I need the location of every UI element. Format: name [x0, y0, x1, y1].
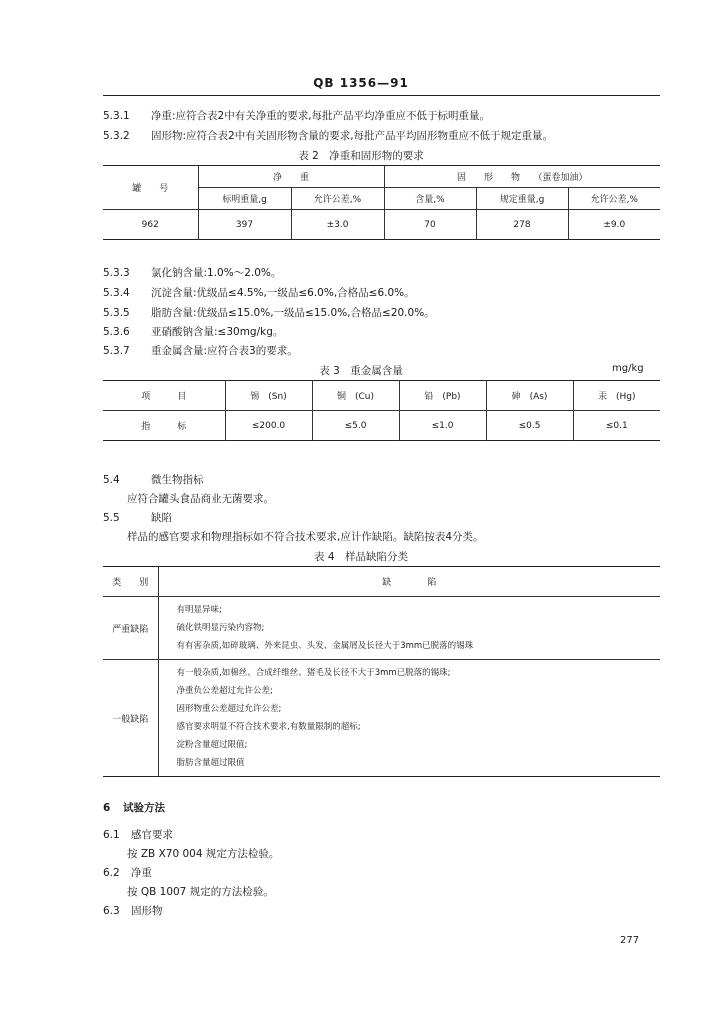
table2-sub-header: 含量,% — [384, 188, 476, 210]
table2-sub-header: 标明重量,g — [198, 188, 291, 210]
clause-number: 5.3.4 — [103, 287, 130, 299]
header-rule — [103, 95, 660, 96]
table3-cell: ≤200.0 — [225, 411, 312, 441]
section-5-5-body: 样品的感官要求和物理指标如不符合技术要求,应计作缺陷。缺陷按表4分类。 — [127, 531, 484, 543]
section-5-4-body: 应符合罐头食品商业无菌要求。 — [127, 493, 274, 505]
section-5-5-heading — [103, 510, 172, 525]
clause-5-3-2 — [103, 128, 553, 143]
table3-title: 表 3 重金属含量 — [319, 365, 403, 377]
table3-heavy-metals — [103, 380, 660, 441]
table2-cell: 70 — [384, 210, 476, 240]
table4-defect-classification — [103, 566, 660, 777]
clause-5-3-4 — [103, 285, 415, 300]
table3-header: 锡 (Sn) — [225, 381, 312, 411]
table3-header: 砷 (As) — [486, 381, 573, 411]
clause-text: 净重:应符合表2中有关净重的要求,每批产品平均净重应不低于标明重量。 — [151, 110, 491, 122]
clause-5-3-1 — [103, 108, 490, 123]
table3-cell: 指 标 — [103, 411, 225, 441]
section-title: 净重 — [131, 867, 152, 879]
table2-title: 表 2 净重和固形物的要求 — [298, 150, 424, 162]
list-item: 硫化铁明显污染内容物; — [176, 623, 265, 633]
clause-number: 5.3.1 — [103, 110, 130, 122]
clause-text: 沉淀含量:优级品≤4.5%,一级品≤6.0%,合格品≤6.0%。 — [151, 287, 415, 299]
section-title: 微生物指标 — [151, 474, 204, 486]
list-item: 脂肪含量超过限值 — [176, 758, 245, 768]
clause-number: 5.3.7 — [103, 345, 130, 357]
section-number: 5.5 — [103, 512, 120, 524]
list-item: 固形物重公差超过允许公差; — [176, 704, 282, 714]
section-6-2-body: 按 QB 1007 规定的方法检验。 — [127, 886, 274, 898]
list-item: 淀粉含量超过限值; — [176, 740, 248, 750]
clause-5-3-6 — [103, 324, 283, 339]
section-6-heading — [103, 800, 165, 815]
table3-header: 项 目 — [103, 381, 225, 411]
table3-header: 铜 (Cu) — [312, 381, 399, 411]
section-title: 试验方法 — [123, 802, 165, 814]
table2-sub-header: 允许公差,% — [291, 188, 384, 210]
section-number: 6.1 — [103, 829, 120, 841]
table4-severe-label: 严重缺陷 — [103, 597, 158, 660]
table4-severe-list — [158, 597, 660, 660]
clause-text: 脂肪含量:优级品≤15.0%,一级品≤15.0%,合格品≤20.0%。 — [151, 307, 435, 319]
table4-header-defect: 缺 陷 — [158, 567, 660, 597]
section-number: 5.4 — [103, 474, 120, 486]
table2-cell: ±3.0 — [291, 210, 384, 240]
section-number: 6.3 — [103, 905, 120, 917]
table3-cell: ≤5.0 — [312, 411, 399, 441]
table4-header-category: 类 别 — [103, 567, 158, 597]
clause-text: 氯化钠含量:1.0%～2.0%。 — [151, 267, 282, 279]
section-number: 6.2 — [103, 867, 120, 879]
clause-number: 5.3.5 — [103, 307, 130, 319]
section-5-4-heading — [103, 472, 204, 487]
clause-number: 5.3.2 — [103, 130, 130, 142]
table2-cell: 397 — [198, 210, 291, 240]
clause-5-3-7 — [103, 343, 298, 358]
table3-header: 汞 (Hg) — [573, 381, 660, 411]
clause-number: 5.3.6 — [103, 326, 130, 338]
table3-cell: ≤1.0 — [399, 411, 486, 441]
section-6-3-heading — [103, 903, 163, 918]
section-title: 固形物 — [131, 905, 163, 917]
clause-number: 5.3.3 — [103, 267, 130, 279]
table3-header: 铅 (Pb) — [399, 381, 486, 411]
section-title: 感官要求 — [131, 829, 173, 841]
clause-text: 固形物:应符合表2中有关固形物含量的要求,每批产品平均固形物重应不低于规定重量。 — [151, 130, 554, 142]
table2-group-net: 净 重 — [198, 166, 384, 188]
section-6-1-heading — [103, 827, 173, 842]
table2-cell: 278 — [476, 210, 568, 240]
table2-cell: ±9.0 — [568, 210, 660, 240]
clause-text: 亚硝酸钠含量:≤30mg/kg。 — [151, 326, 284, 338]
table2-sub-header: 规定重量,g — [476, 188, 568, 210]
table2-net-weight-solids — [103, 165, 660, 240]
clause-5-3-3 — [103, 265, 281, 280]
section-number: 6 — [103, 802, 111, 814]
table4-title: 表 4 样品缺陷分类 — [313, 551, 409, 563]
table4-general-label: 一般缺陷 — [103, 660, 158, 777]
table3-cell: ≤0.5 — [486, 411, 573, 441]
list-item: 有明显异味; — [176, 605, 222, 615]
list-item: 有有害杂质,如碎玻璃、外来昆虫、头发、金属屑及长径大于3mm已脱落的锡珠 — [176, 641, 474, 651]
list-item: 有一般杂质,如棉丝、合成纤维丝、猪毛及长径不大于3mm已脱落的锡珠; — [176, 668, 451, 678]
section-title: 缺陷 — [151, 512, 172, 524]
table2-cell: 962 — [103, 210, 198, 240]
section-6-1-body: 按 ZB X70 004 规定方法检验。 — [127, 848, 280, 860]
list-item: 净重负公差超过允许公差; — [176, 686, 273, 696]
clause-text: 重金属含量:应符合表3的要求。 — [151, 345, 298, 357]
list-item: 感官要求明显不符合技术要求,有数量限制的超标; — [176, 722, 361, 732]
clause-5-3-5 — [103, 305, 435, 320]
table3-unit: mg/kg — [612, 363, 644, 374]
standard-code-header: QB 1356—91 — [313, 76, 409, 90]
table2-sub-header: 允许公差,% — [568, 188, 660, 210]
table4-general-list — [158, 660, 660, 777]
table3-cell: ≤0.1 — [573, 411, 660, 441]
table2-group-solid: 固 形 物 （蛋卷加油） — [384, 166, 660, 188]
table2-col-can: 罐 号 — [103, 166, 198, 210]
section-6-2-heading — [103, 865, 152, 880]
page-number: 277 — [620, 935, 640, 946]
